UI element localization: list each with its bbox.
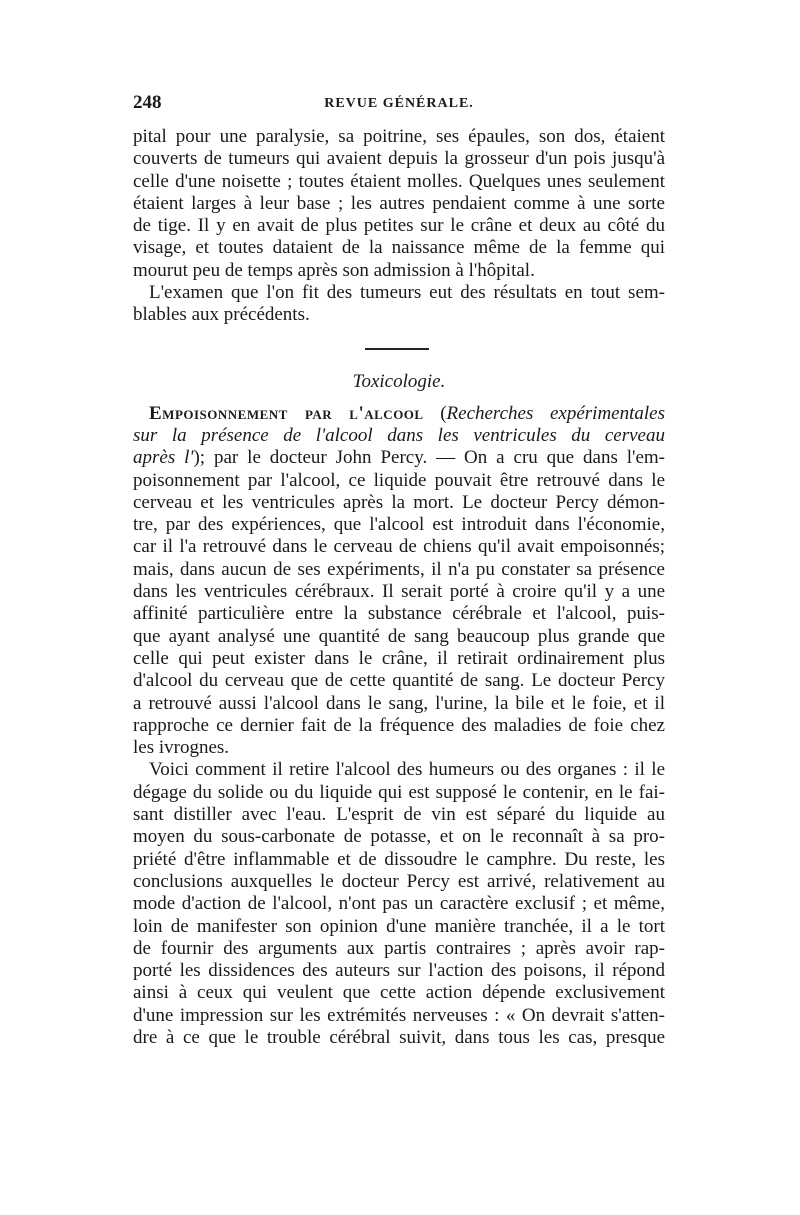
text-line: mourut peu de temps après son admission à l'hôpital. [133, 259, 535, 281]
text-line: celle d'une noisette ; toutes étaient molles. Quelques unes seulement [133, 170, 665, 192]
text-line: affinité particulière entre la substance cérébrale et l'alcool, puis- [133, 603, 665, 625]
section-title: Toxicologie. [352, 370, 446, 392]
article-heading-line: Empoisonnement par l'alcool (Recherches expérimentales [149, 402, 665, 424]
divider-rule [365, 348, 429, 350]
text-line: étaient larges à leur base ; les autres pendaient comme à une sorte [133, 192, 665, 214]
text-line: dégage du solide ou du liquide qui est supposé le contenir, en le fai- [133, 781, 665, 803]
text-line: car il l'a retrouvé dans le cerveau de chiens qu'il avait empoisonnés; [133, 536, 665, 558]
text-line: poisonnement par l'alcool, ce liquide pouvait être retrouvé dans le [133, 469, 665, 491]
text-line: couverts de tumeurs qui avaient depuis la grosseur d'un pois jusqu'à [133, 148, 665, 170]
text-line: ainsi à ceux qui veulent que cette action dépende exclusivement [133, 982, 665, 1004]
text-line: blables aux précédents. [133, 304, 310, 326]
paragraph-examen [133, 282, 665, 327]
text-line: loin de manifester son opinion d'une manière tranchée, il a le tort [133, 915, 665, 937]
text-line: de tige. Il y en avait de plus petites sur le crâne et deux au côté du [133, 215, 665, 237]
page-header [133, 92, 665, 126]
text-line: visage, et toutes dataient de la naissance même de la femme qui [133, 237, 665, 259]
text-line: d'une impression sur les extrémités nerveuses : « On devrait s'atten- [133, 1004, 665, 1026]
page-number: 248 [133, 92, 162, 113]
section-divider [133, 327, 665, 363]
text-line: sant distiller avec l'eau. L'esprit de vin est séparé du liquide au [133, 804, 665, 826]
text-line: rapproche ce dernier fait de la fréquence des maladies de foie chez [133, 714, 665, 736]
text-line: a retrouvé aussi l'alcool dans le sang, l'urine, la bile et le foie, et il [133, 692, 665, 714]
text-line: pital pour une paralysie, sa poitrine, ses épaules, son dos, étaient [133, 126, 665, 147]
paragraph-voici [133, 759, 665, 1049]
text-line: les ivrognes. [133, 737, 230, 759]
text-line: priété d'être inflammable et de dissoudre le camphre. Du reste, les [133, 848, 665, 870]
document-page [133, 92, 665, 1049]
paragraph-continuation [133, 126, 665, 282]
text-line: mode d'action de l'alcool, n'ont pas un caractère exclusif ; et même, [133, 893, 665, 915]
text-line: Voici comment il retire l'alcool des humeurs ou des organes : il le [149, 759, 665, 781]
article-empoisonnement [133, 403, 665, 760]
text-line: porté les dissidences des auteurs sur l'action des poisons, il répond [133, 960, 665, 982]
article-heading: Empoisonnement par l'alcool [149, 402, 424, 424]
text-line: mais, dans aucun de ses expériments, il n'a pu constater sa présence [133, 558, 665, 580]
text-line: d'alcool du cerveau que de cette quantité de sang. Le docteur Percy [133, 670, 665, 692]
text-line: moyen du sous-carbonate de potasse, et on le reconnaît à sa pro- [133, 826, 665, 848]
text-line: celle qui peut exister dans le crâne, il retirait ordinairement plus [133, 647, 665, 669]
text-line: dans les ventricules cérébraux. Il serait porté à croire qu'il y a une [133, 581, 665, 603]
text-line: cerveau et les ventricules après la mort. Le docteur Percy démon- [133, 491, 665, 513]
text-line: conclusions auxquelles le docteur Percy est arrivé, relativement au [133, 870, 665, 892]
text-line: de fournir des arguments aux partis contraires ; après avoir rap- [133, 937, 665, 959]
running-head: REVUE GÉNÉRALE. [324, 96, 474, 111]
text-line: L'examen que l'on fit des tumeurs eut des résultats en tout sem- [149, 282, 665, 304]
article-title-italic: Recherches expérimentales [446, 402, 665, 424]
text-line: que ayant analysé une quantité de sang beaucoup plus grande que [133, 625, 665, 647]
article-title-line: sur la présence de l'alcool dans les ventricules du cerveau [133, 424, 665, 446]
article-author-line: après l'); par le docteur John Percy. — On a cru que dans l'em- [133, 447, 665, 469]
text-line: dre à ce que le trouble cérébral suivit, dans tous les cas, presque [133, 1026, 665, 1048]
text-line: tre, par des expériences, que l'alcool est introduit dans l'économie, [133, 514, 665, 536]
